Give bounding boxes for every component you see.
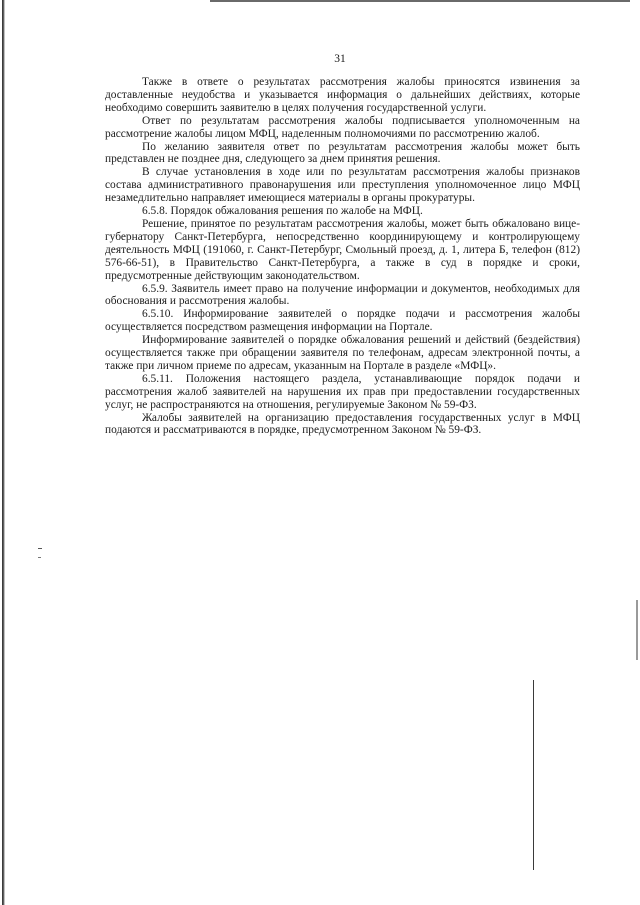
- page-number: 31: [334, 53, 346, 65]
- section-heading: 6.5.8. Порядок обжалования решения по жалобе на МФЦ.: [142, 205, 423, 218]
- paragraph: Решение, принятое по результатам рассмотрения жалобы, может быть обжаловано вице-губернатору Санкт-Петербурга, непосредственно координирующему и контролирующему деятельность МФЦ (191060, г. Санкт-Петербург, Смольный проезд, д. 1, литера Б, телефон (812) 576-66-51), в Правительство Санкт-Петербурга, а также в суд в порядке и сроки, предусмотренные действующим законодательством.: [105, 217, 580, 282]
- scan-border-top: [210, 0, 630, 2]
- scan-border-right: [636, 600, 638, 660]
- paragraph: 6.5.10. Информирование заявителей о порядке подачи и рассмотрения жалобы осуществляется посредством размещения информации на Портале.: [105, 308, 580, 334]
- scan-artifact-line: [533, 680, 534, 870]
- document-body: [105, 76, 580, 437]
- paragraph: 6.5.11. Положения настоящего раздела, устанавливающие порядок подачи и рассмотрения жалоб заявителей на нарушения их прав при предоставлении государственных услуг, не распространяются на отношения, регулируемые Законом № 59-ФЗ.: [105, 372, 580, 411]
- paragraph: Ответ по результатам рассмотрения жалобы подписывается уполномоченным на рассмотрение жалобы лицом МФЦ, наделенным полномочиями по рассмотрению жалоб.: [105, 114, 580, 140]
- paragraph: В случае установления в ходе или по результатам рассмотрения жалобы признаков состава административного правонарушения или преступления уполномоченное лицо МФЦ незамедлительно направляет имеющиеся материалы в органы прокуратуры.: [105, 166, 580, 205]
- paragraph: 6.5.9. Заявитель имеет право на получение информации и документов, необходимых для обоснования и рассмотрения жалобы.: [105, 282, 580, 308]
- paragraph: Жалобы заявителей на организацию предоставления государственных услуг в МФЦ подаются и рассматриваются в порядке, предусмотренном Законом № 59-ФЗ.: [105, 411, 580, 437]
- paragraph: Информирование заявителей о порядке обжалования решений и действий (бездействия) осуществляется также при обращении заявителя по телефонам, адресам электронной почты, а также при личном приеме по адресам, указанным на Портале в разделе «МФЦ».: [105, 334, 580, 372]
- scan-border-left: [2, 0, 5, 905]
- scan-artifact: [38, 557, 41, 558]
- scan-artifact: [38, 548, 42, 549]
- paragraph: Также в ответе о результатах рассмотрения жалобы приносятся извинения за доставленные неудобства и указывается информация о дальнейших действиях, которые необходимо совершить заявителю в целях получения государственной услуги.: [105, 76, 580, 114]
- paragraph: По желанию заявителя ответ по результатам рассмотрения жалобы может быть представлен не позднее дня, следующего за днем принятия решения.: [105, 140, 580, 166]
